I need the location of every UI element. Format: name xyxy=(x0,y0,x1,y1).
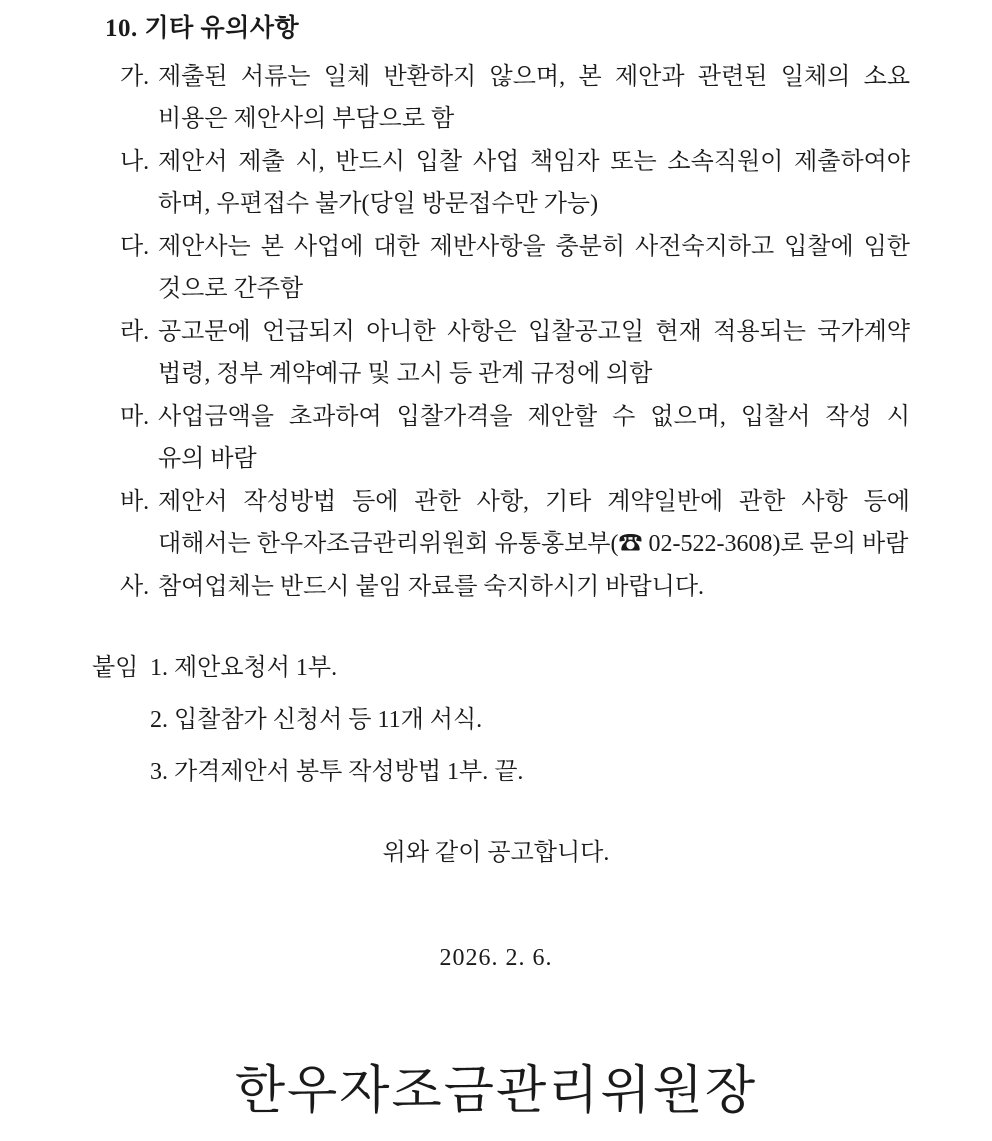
phone-icon: ☎ xyxy=(618,531,643,557)
item-line: 참여업체는 반드시 붙임 자료를 숙지하시기 바랍니다. xyxy=(158,574,705,600)
item-line: 제안서 제출 시, 반드시 입찰 사업 책임자 또는 소속직원이 제출하여야 xyxy=(158,149,910,175)
issuer-signature: 한우자조금관리위원장 xyxy=(234,1063,758,1120)
attachment-row xyxy=(92,642,910,694)
attachments-label: 붙임 xyxy=(92,655,139,681)
item-line: 사업금액을 초과하여 입찰가격을 제안할 수 없으며, 입찰서 작성 시 xyxy=(158,404,910,430)
item-line: 공고문에 언급되지 아니한 사항은 입찰공고일 현재 적용되는 국가계약 xyxy=(158,319,910,345)
contact-text-pre: 대해서는 한우자조금관리위원회 유통홍보부( xyxy=(158,531,619,557)
item-line: 법령, 정부 계약예규 및 고시 등 관계 규정에 의함 xyxy=(158,361,653,387)
item-content xyxy=(158,141,910,225)
item-marker: 라. xyxy=(120,319,150,345)
attachment-row xyxy=(92,694,910,746)
item-line: 비용은 제안사의 부담으로 함 xyxy=(158,106,455,132)
notice-item xyxy=(120,481,910,565)
item-marker: 다. xyxy=(120,234,150,260)
attachment-entry: 1. 제안요청서 1부. xyxy=(150,655,338,681)
item-content xyxy=(158,56,910,140)
notice-item xyxy=(120,226,910,310)
item-line contact-line xyxy=(158,523,910,565)
item-marker: 사. xyxy=(120,574,150,600)
item-marker: 바. xyxy=(120,489,150,515)
notice-item xyxy=(120,396,910,480)
item-line: 제출된 서류는 일체 반환하지 않으며, 본 제안과 관련된 일체의 소요 xyxy=(158,64,910,90)
notice-item xyxy=(120,566,910,608)
attachment-entry: 3. 가격제안서 봉투 작성방법 1부. 끝. xyxy=(150,759,524,785)
item-marker: 나. xyxy=(120,149,150,175)
attachments-label-spacer xyxy=(92,694,150,746)
attachment-row xyxy=(92,746,910,798)
attachment-entry: 2. 입찰참가 신청서 등 11개 서식. xyxy=(150,707,483,733)
item-content xyxy=(158,396,910,480)
item-content xyxy=(158,311,910,395)
item-line: 것으로 간주함 xyxy=(158,276,304,302)
attachments-label-spacer xyxy=(92,746,150,798)
item-line: 제안사는 본 사업에 대한 제반사항을 충분히 사전숙지하고 입찰에 임한 xyxy=(158,234,910,260)
item-content xyxy=(158,566,910,608)
closing-statement: 위와 같이 공고합니다. xyxy=(382,840,610,866)
notice-item xyxy=(120,56,910,140)
item-line: 하며, 우편접수 불가(당일 방문접수만 가능) xyxy=(158,191,599,217)
section-heading: 10. 기타 유의사항 xyxy=(105,15,300,42)
item-content xyxy=(158,481,910,565)
announcement-date: 2026. 2. 6. xyxy=(439,945,553,971)
item-content xyxy=(158,226,910,310)
notice-item xyxy=(120,141,910,225)
notice-list xyxy=(120,56,910,608)
notice-item xyxy=(120,311,910,395)
contact-text-post: 02-522-3608)로 문의 바람 xyxy=(642,531,909,557)
item-marker: 마. xyxy=(120,404,150,430)
item-line: 유의 바람 xyxy=(158,446,257,472)
attachments-section xyxy=(92,642,910,798)
item-marker: 가. xyxy=(120,64,150,90)
item-line: 제안서 작성방법 등에 관한 사항, 기타 계약일반에 관한 사항 등에 xyxy=(158,489,910,515)
